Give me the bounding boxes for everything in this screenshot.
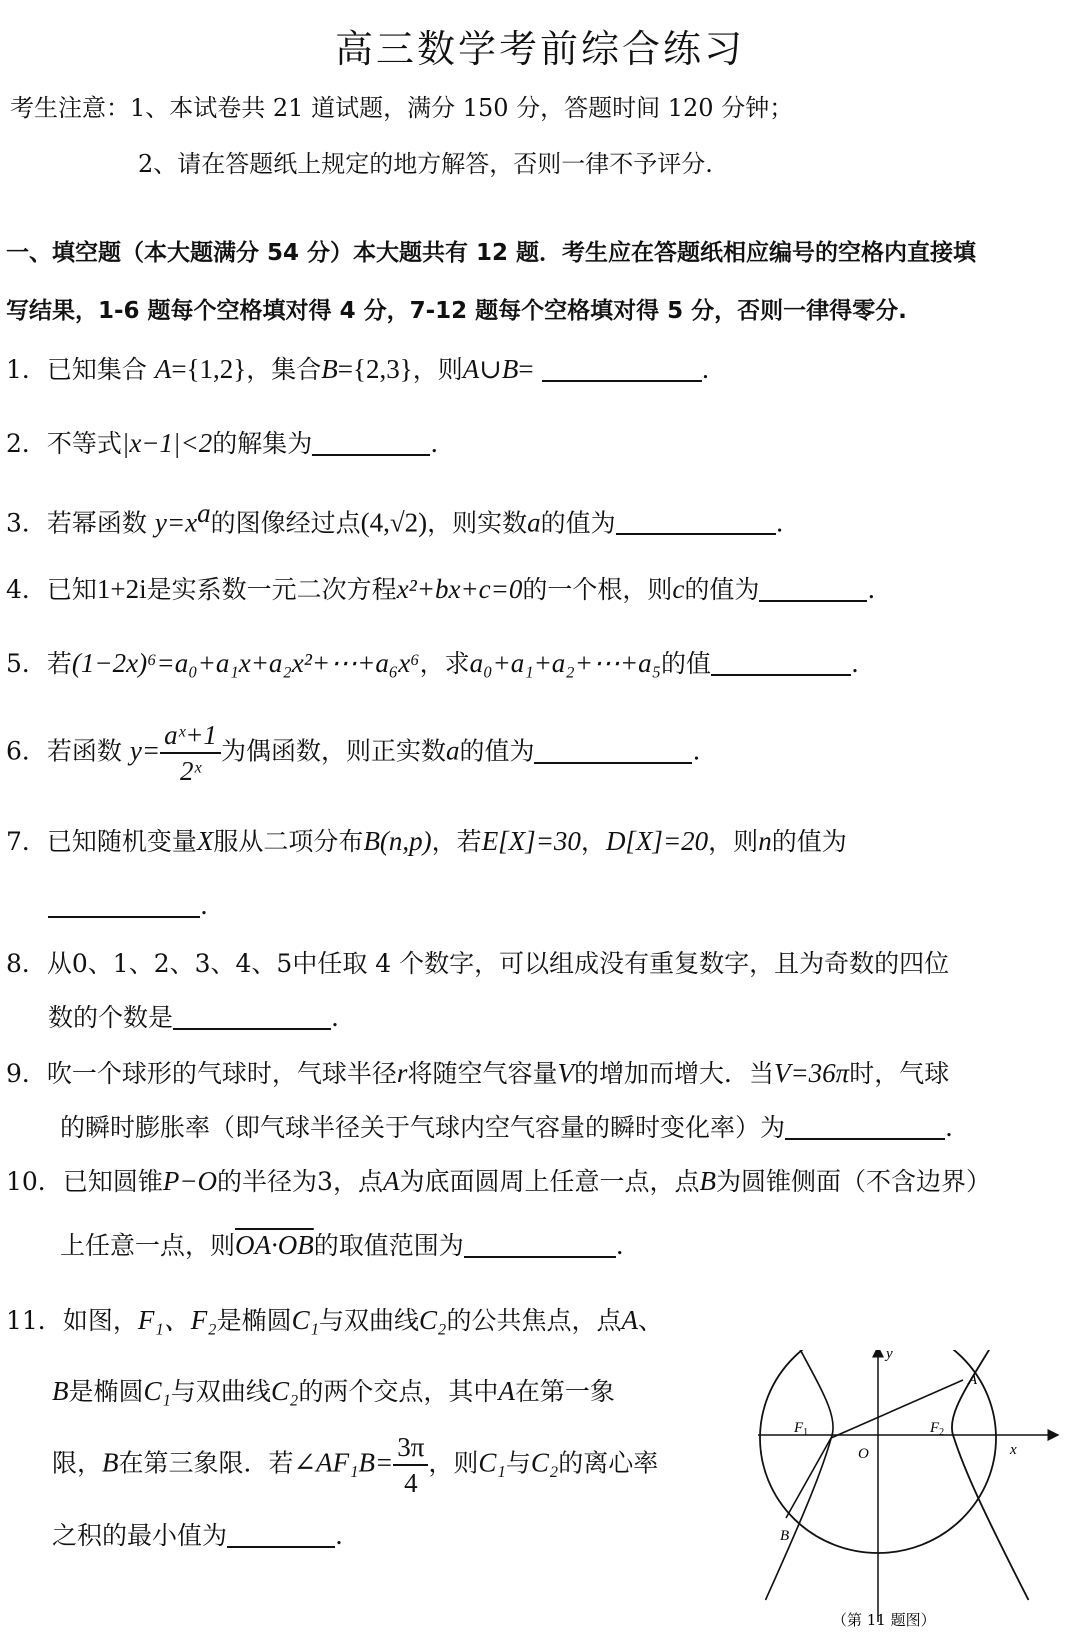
hyperbola-left-branch bbox=[766, 1350, 834, 1600]
question-6: 6．若函数 y= $\frac{\text{aˣ+1}}{\text{2ˣ}}$ 为偶函数，则正实数a的值为 . bbox=[6, 720, 701, 786]
question-number: 6． bbox=[6, 736, 47, 766]
question-10-line-2: 上任意一点，则OA·OB的取值范围为 . bbox=[60, 1230, 624, 1260]
answer-blank[interactable] bbox=[48, 890, 200, 918]
question-11-line-2: B是椭圆C₁与双曲线C₂的两个交点，其中A在第一象 bbox=[52, 1376, 615, 1406]
question-number: 2． bbox=[6, 429, 47, 458]
label-x: x bbox=[1010, 1442, 1017, 1458]
section-1-header-line-2: 写结果，1-6 题每个空格填对得 4 分，7-12 题每个空格填对得 5 分，否则一律得零分. bbox=[6, 298, 907, 324]
question-number: 5． bbox=[6, 649, 47, 678]
page-title: 高三数学考前综合练习 bbox=[334, 27, 745, 71]
question-number: 1． bbox=[6, 355, 47, 384]
answer-blank[interactable] bbox=[227, 1520, 335, 1548]
answer-blank[interactable] bbox=[711, 648, 851, 676]
question-9-line-2: 的瞬时膨胀率（即气球半径关于气球内空气容量的瞬时变化率）为 . bbox=[60, 1113, 953, 1142]
question-9: 9．吹一个球形的气球时，气球半径r将随空气容量V的增加而增大．当V=36π时，气球 bbox=[6, 1058, 950, 1088]
label-f2: $F_2$ bbox=[930, 1420, 945, 1438]
question-number: 9． bbox=[6, 1059, 47, 1088]
section-1-header-line-1: 一、填空题（本大题满分 54 分）本大题共有 12 题．考生应在答题纸相应编号的空格内直接填 bbox=[6, 240, 977, 266]
fraction: $\frac{\text{aˣ+1}}{\text{2ˣ}}$ bbox=[160, 718, 221, 788]
question-8-line-2: 数的个数是 . bbox=[48, 1003, 339, 1032]
answer-blank[interactable] bbox=[534, 736, 692, 764]
label-b: B bbox=[780, 1528, 790, 1544]
question-4: 4．已知1+2i是实系数一元二次方程x²+bx+c=0的一个根，则c的值为 . bbox=[6, 574, 876, 604]
question-number: 7． bbox=[6, 827, 47, 856]
fraction: $\frac{3\pi}{4}$ bbox=[393, 1430, 428, 1500]
answer-blank[interactable] bbox=[616, 507, 776, 535]
question-5: 5．若(1−2x)⁶=a₀+a₁x+a₂x²+⋯+a₆x⁶，求a₀+a₁+a₂+⋯+a₅的值 . bbox=[6, 648, 859, 678]
question-number: 3． bbox=[6, 508, 47, 538]
question-2: 2．不等式|x−1|<2的解集为 . bbox=[6, 428, 439, 458]
label-o: O bbox=[858, 1446, 869, 1462]
question-10: 10．已知圆锥P−O的半径为3，点A为底面圆周上任意一点，点B为圆锥侧面（不含边界） bbox=[6, 1166, 991, 1196]
question-8: 8．从0、1、2、3、4、5中任取 4 个数字，可以组成没有重复数字，且为奇数的四位 bbox=[6, 949, 950, 978]
question-1: 1．已知集合 A={1,2}，集合B={2,3}，则A∪B= . bbox=[6, 354, 710, 384]
label-a: A bbox=[968, 1372, 978, 1388]
answer-blank[interactable] bbox=[785, 1112, 945, 1140]
answer-blank[interactable] bbox=[542, 354, 702, 382]
notice-line-2: 2、请在答题纸上规定的地方解答，否则一律不予评分. bbox=[138, 150, 713, 178]
question-7: 7．已知随机变量X服从二项分布B(n,p)，若E[X]=30，D[X]=20，则n的值为 bbox=[6, 826, 847, 856]
question-11-line-3: 限，B在第三象限．若∠AF₁B= $\frac{3\pi}{4}$ ，则C₁与C₂的离心率 bbox=[52, 1432, 659, 1498]
question-7-answer-line: . bbox=[48, 890, 208, 920]
question-number: 8． bbox=[6, 949, 47, 978]
answer-blank[interactable] bbox=[759, 574, 867, 602]
question-number: 11． bbox=[6, 1306, 63, 1335]
question-number: 10． bbox=[6, 1167, 63, 1196]
label-f1: $F_1$ bbox=[794, 1420, 809, 1438]
question-11: 11．如图，F₁、F₂是椭圆C₁与双曲线C₂的公共焦点，点A、 bbox=[6, 1305, 663, 1335]
vector-expression: OA·OB bbox=[235, 1230, 314, 1260]
answer-blank[interactable] bbox=[464, 1230, 616, 1258]
answer-blank[interactable] bbox=[173, 1002, 331, 1030]
ellipse-hyperbola-figure bbox=[758, 1350, 1080, 1630]
answer-blank[interactable] bbox=[312, 428, 430, 456]
label-y: y bbox=[886, 1350, 893, 1362]
question-number: 4． bbox=[6, 575, 47, 604]
question-3: 3．若幂函数 $y=x^a$的图像经过点(4,√2)，则实数a的值为 . bbox=[6, 498, 784, 538]
segment-f1-b bbox=[786, 1438, 831, 1518]
question-11-line-4: 之积的最小值为 . bbox=[52, 1521, 343, 1550]
figure-caption: （第 11 题图） bbox=[832, 1611, 936, 1629]
notice-line-1: 考生注意：1、本试卷共 21 道试题，满分 150 分，答题时间 120 分钟； bbox=[10, 94, 794, 122]
